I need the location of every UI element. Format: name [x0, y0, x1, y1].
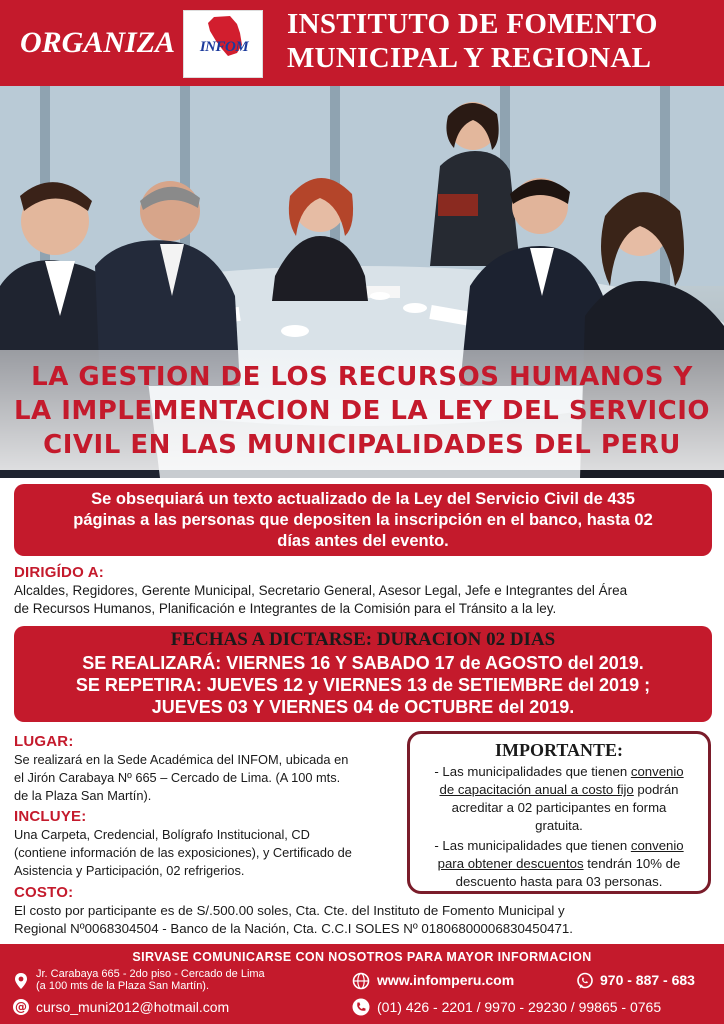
importante-b-line3: descuento hasta para 03 personas. [455, 874, 663, 889]
dates-line1: SE REALIZARÁ: VIERNES 16 Y SABADO 17 de AGOSTO del 2019. [82, 653, 644, 673]
address-line2: (a 100 mts de la Plaza San Martín). [36, 980, 210, 992]
importante-b-line1: - Las municipalidades que tienen convenio [434, 838, 684, 853]
lugar-line1: Se realizará en la Sede Académica del INFOM, ubicada en [14, 752, 349, 767]
phone-numbers: (01) 426 - 2201 / 9970 - 29230 / 99865 - 0765 [377, 999, 662, 1015]
main-title-line1: LA GESTION DE LOS RECURSOS HUMANOS Y [31, 362, 693, 392]
globe-icon [352, 972, 370, 990]
institute-name-line2: MUNICIPAL Y REGIONAL [287, 42, 652, 74]
whatsapp-icon [576, 972, 594, 990]
website-link[interactable]: www.infomperu.com [377, 972, 515, 988]
footer-title: SIRVASE COMUNICARSE CON NOSOTROS PARA MAYOR INFORMACION [132, 950, 592, 964]
importante-box [407, 731, 711, 894]
incluye-line1: Una Carpeta, Credencial, Bolígrafo Institucional, CD [14, 827, 310, 842]
costo-heading: COSTO: [14, 884, 74, 901]
incluye-heading: INCLUYE: [14, 808, 87, 825]
dirigido-heading: DIRIGÍDO A: [14, 564, 104, 581]
importante-a-line2: de capacitación anual a costo fijo podrán [439, 782, 679, 797]
gift-line3: días antes del evento. [277, 532, 449, 550]
dirigido-line1: Alcaldes, Regidores, Gerente Municipal, Secretario General, Asesor Legal, Jefe e Integrantes del Área [14, 583, 628, 598]
importante-a-line3: acreditar a 02 participantes en forma [451, 800, 667, 815]
importante-b-line2: para obtener descuentos tendrán 10% de [437, 856, 681, 871]
email-at-icon [12, 998, 30, 1016]
svg-text:@: @ [15, 1000, 27, 1014]
main-title-line2: LA IMPLEMENTACION DE LA LEY DEL SERVICIO [13, 396, 711, 426]
dates-line2: SE REPETIRA: JUEVES 12 y VIERNES 13 de SETIEMBRE del 2019 ; [75, 675, 651, 695]
importante-heading: IMPORTANTE: [494, 740, 624, 760]
logo-text: INFOM [199, 39, 249, 55]
dates-heading: FECHAS A DICTARSE: DURACION 02 DIAS [170, 629, 556, 650]
phone-icon [352, 998, 370, 1016]
organiza-label: ORGANIZA [20, 26, 176, 59]
address-line1: Jr. Carabaya 665 - 2do piso - Cercado de Lima [36, 968, 265, 980]
dirigido-line2: de Recursos Humanos, Planificación e Integrantes de la Comisión para el Tránsito a la ley. [14, 601, 557, 616]
costo-line1: El costo por participante es de S/.500.00 soles, Cta. Cte. del Instituto de Fomento Municipal y [14, 903, 565, 918]
dates-line3: JUEVES 03 Y VIERNES 04 de OCTUBRE del 2019. [151, 697, 575, 717]
lugar-line3: de la Plaza San Martín). [14, 788, 152, 803]
infom-logo [183, 10, 263, 78]
gift-notice-box [14, 484, 712, 556]
location-pin-icon [12, 972, 30, 990]
lugar-heading: LUGAR: [14, 733, 74, 750]
header-banner [0, 0, 724, 86]
importante-a-line4: gratuita. [535, 818, 583, 833]
dates-box [14, 626, 712, 722]
email-link[interactable]: curso_muni2012@hotmail.com [36, 999, 230, 1015]
lugar-line2: el Jirón Carabaya Nº 665 – Cercado de Lima. (A 100 mts. [14, 770, 341, 785]
institute-name-line1: INSTITUTO DE FOMENTO [287, 8, 658, 40]
incluye-line3: Asistencia y Participación, 02 refrigerios. [14, 863, 245, 878]
gift-line2: páginas a las personas que depositen la inscripción en el banco, hasta 02 [73, 511, 653, 529]
main-title-line3: CIVIL EN LAS MUNICIPALIDADES DEL PERU [43, 430, 681, 460]
gift-line1: Se obsequiará un texto actualizado de la Ley del Servicio Civil de 435 [91, 490, 635, 508]
whatsapp-number: 970 - 887 - 683 [600, 972, 695, 988]
costo-line2: Regional Nº0068304504 - Banco de la Nación, Cta. C.C.I SOLES Nº 01806800006830450471. [14, 921, 573, 936]
contact-footer [0, 944, 724, 1024]
importante-a-line1: - Las municipalidades que tienen convenio [434, 764, 684, 779]
incluye-line2: (contiene información de las exposiciones), y Certificado de [14, 845, 352, 860]
